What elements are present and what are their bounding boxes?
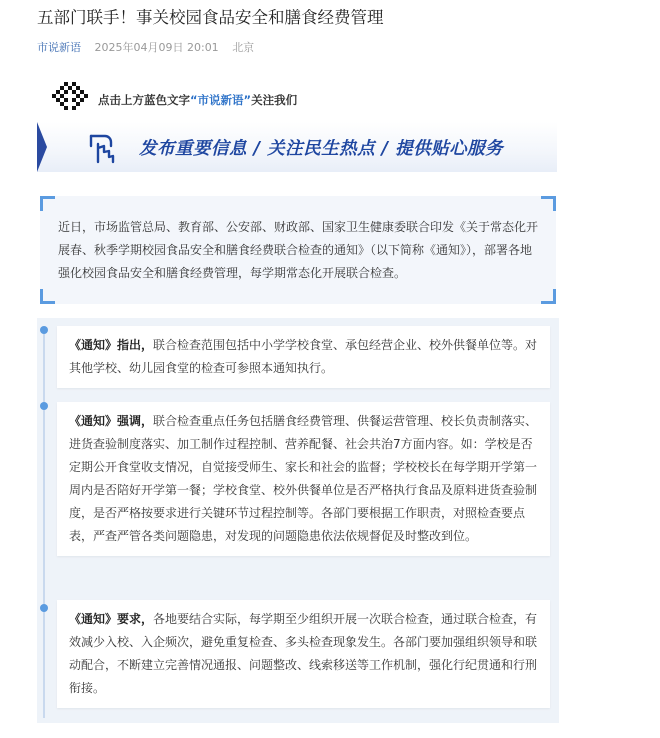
corner-bracket-icon bbox=[541, 289, 556, 304]
point-body: 联合检查重点任务包括膳食经费管理、供餐运营管理、校长负责制落实、进货查验制度落实、加工制作过程控制、营养配餐、社会共治7方面内容。如：学校是否定期公开食堂收支情况，自觉接受师生、家长和社会的监督；学校校长在每学期开学第一周内是否陪好开学第一餐；学校食堂、校外供餐单位是否严格执行食品及原料进货查验制度，是否严格按要求进行关键环节过程控制等。各部门要根据工作职责，对照检查要点表，严查严管各类问题隐患，对发现的问题隐患依法依规督促及时整改到位。 bbox=[69, 414, 538, 543]
key-points-timeline bbox=[37, 318, 559, 723]
article-title: 五部门联手！事关校园食品安全和膳食经费管理 bbox=[37, 8, 384, 27]
timeline-dot-icon bbox=[40, 326, 48, 334]
point-lead: 《通知》指出， bbox=[69, 338, 154, 352]
point-card bbox=[57, 326, 550, 388]
follow-prompt bbox=[50, 78, 450, 114]
timeline-dot-icon bbox=[40, 402, 48, 410]
point-paragraph bbox=[57, 402, 550, 556]
point-paragraph bbox=[57, 326, 550, 388]
point-paragraph bbox=[57, 600, 550, 708]
banner-slogan: 发布重要信息 / 关注民生热点 / 提供贴心服务 bbox=[139, 139, 504, 159]
point-lead: 《通知》要求， bbox=[69, 612, 154, 626]
follow-text bbox=[98, 92, 297, 108]
touch-hand-icon bbox=[87, 132, 123, 166]
point-body: 联合检查范围包括中小学学校食堂、承包经营企业、校外供餐单位等。对其他学校、幼儿园食堂的检查可参照本通知执行。 bbox=[69, 338, 538, 375]
corner-bracket-icon bbox=[40, 196, 55, 211]
article-meta bbox=[37, 40, 254, 56]
corner-bracket-icon bbox=[541, 196, 556, 211]
point-card bbox=[57, 600, 550, 708]
intro-box bbox=[40, 196, 556, 304]
corner-bracket-icon bbox=[40, 289, 55, 304]
slogan-banner bbox=[37, 122, 557, 172]
publish-date: 2025年04月09日 20:01 bbox=[94, 41, 219, 54]
point-card bbox=[57, 402, 550, 556]
publish-location: 北京 bbox=[232, 41, 255, 54]
point-lead: 《通知》强调， bbox=[69, 414, 154, 428]
source-account-link[interactable]: 市说新语 bbox=[37, 41, 81, 54]
account-logo-icon bbox=[50, 80, 90, 114]
follow-suffix: 关注我们 bbox=[251, 93, 298, 107]
follow-account-link[interactable]: “市说新语” bbox=[190, 93, 252, 107]
point-body: 各地要结合实际，每学期至少组织开展一次联合检查，通过联合检查，有效减少入校、入企频次，避免重复检查、多头检查现象发生。各部门要加强组织领导和联动配合，不断建立完善情况通报、问题整改、线索移送等工作机制，强化行纪贯通和行刑衔接。 bbox=[69, 612, 538, 695]
timeline-dot-icon bbox=[40, 604, 48, 612]
timeline-line bbox=[43, 328, 45, 718]
banner-arrow-icon bbox=[37, 122, 47, 172]
follow-prefix: 点击上方蓝色文字 bbox=[98, 93, 190, 107]
intro-paragraph: 近日，市场监管总局、教育部、公安部、财政部、国家卫生健康委联合印发《关于常态化开展春、秋季学期校园食品安全和膳食经费联合检查的通知》（以下简称《通知》），部署各地强化校园食品安全和膳食经费管理，每学期常态化开展联合检查。 bbox=[58, 220, 539, 280]
